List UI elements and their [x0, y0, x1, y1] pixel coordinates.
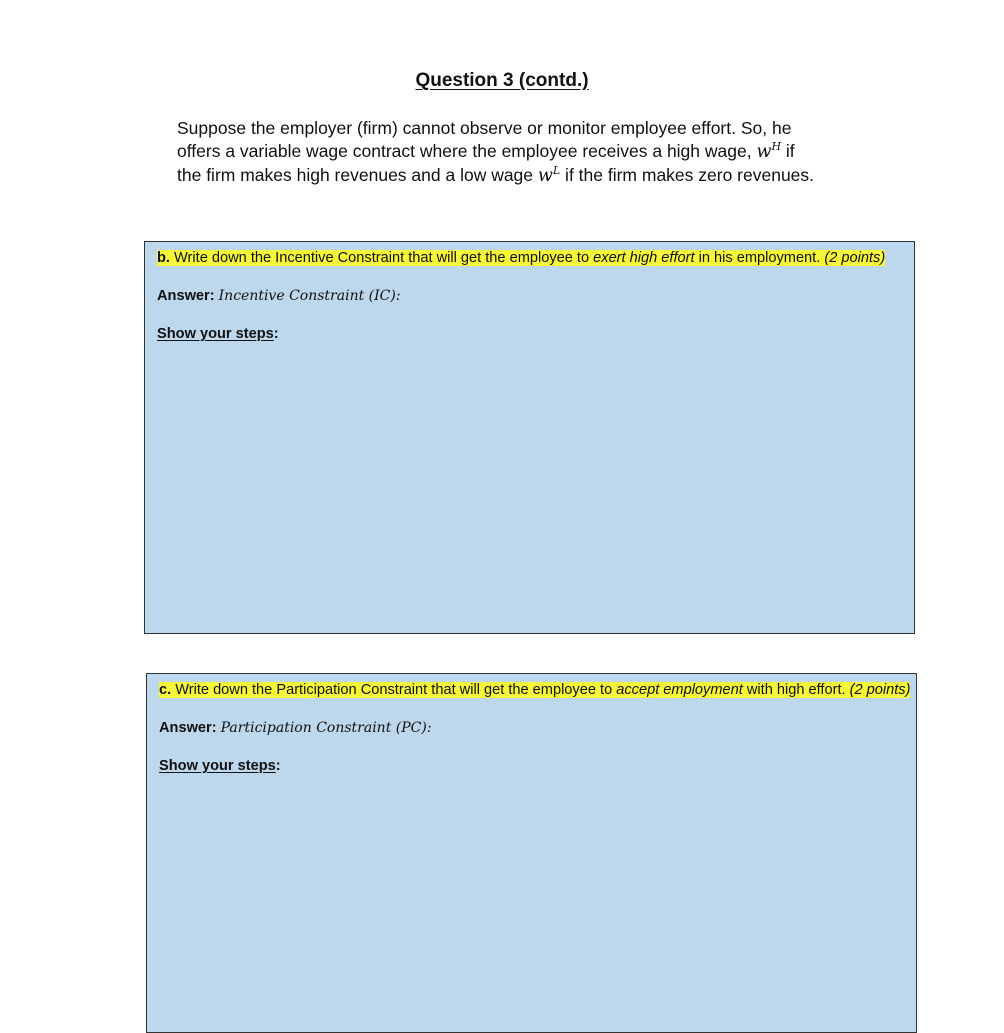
question-b-prompt: [145, 242, 914, 268]
question-c-emphasis: accept employment: [616, 682, 743, 698]
question-c-text-2: with high effort.: [742, 682, 850, 698]
wage-low-symbol: [538, 166, 560, 186]
question-c-text-1: Write down the Participation Constraint that will get the employee to: [171, 682, 617, 698]
question-c-answer: [147, 700, 916, 738]
intro-text-3: if the firm makes zero revenues.: [560, 165, 815, 185]
question-b-points: (2 points): [824, 250, 886, 266]
question-b-label: b.: [157, 250, 170, 266]
page-title: [0, 70, 1004, 92]
question-b-answer-label: Answer:: [157, 288, 215, 304]
question-c-steps-label: Show your steps: [159, 758, 276, 774]
answer-box-b[interactable]: [144, 241, 915, 634]
question-c-highlight: [159, 682, 910, 698]
question-b-text-2: in his employment.: [694, 250, 825, 266]
question-c-label: c.: [159, 682, 172, 698]
question-b-answer: [145, 268, 914, 306]
question-c-points: (2 points): [849, 682, 911, 698]
intro-paragraph: [177, 117, 817, 188]
question-b-steps: [145, 306, 914, 344]
intro-text-2: if the firm makes high revenues and a low wage: [177, 141, 795, 185]
question-b-answer-value: Incentive Constraint (IC):: [218, 288, 401, 304]
wage-high-symbol: [756, 142, 781, 162]
page-title-text: Question 3 (contd.): [415, 70, 589, 91]
question-c-steps: [147, 738, 916, 776]
question-c-steps-colon: :: [275, 758, 281, 774]
question-b-steps-label: Show your steps: [157, 326, 274, 342]
question-b-emphasis: exert high effort: [593, 250, 695, 266]
question-b-text-1: Write down the Incentive Constraint that will get the employee to: [169, 250, 594, 266]
question-c-answer-label: Answer:: [159, 720, 217, 736]
wage-low-sup: L: [552, 164, 561, 178]
answer-box-c[interactable]: [146, 673, 917, 1033]
wage-low-var: w: [537, 166, 553, 186]
question-b-steps-colon: :: [273, 326, 279, 342]
question-c-prompt: [147, 674, 916, 700]
wage-high-sup: H: [771, 140, 782, 154]
wage-high-var: w: [756, 142, 772, 162]
question-c-answer-value: Participation Constraint (PC):: [220, 720, 432, 736]
question-b-highlight: [157, 250, 885, 266]
intro-text-1: Suppose the employer (firm) cannot observe or monitor employee effort. So, he offers a variable wage contract where the employee receives a high wage,: [177, 118, 792, 161]
